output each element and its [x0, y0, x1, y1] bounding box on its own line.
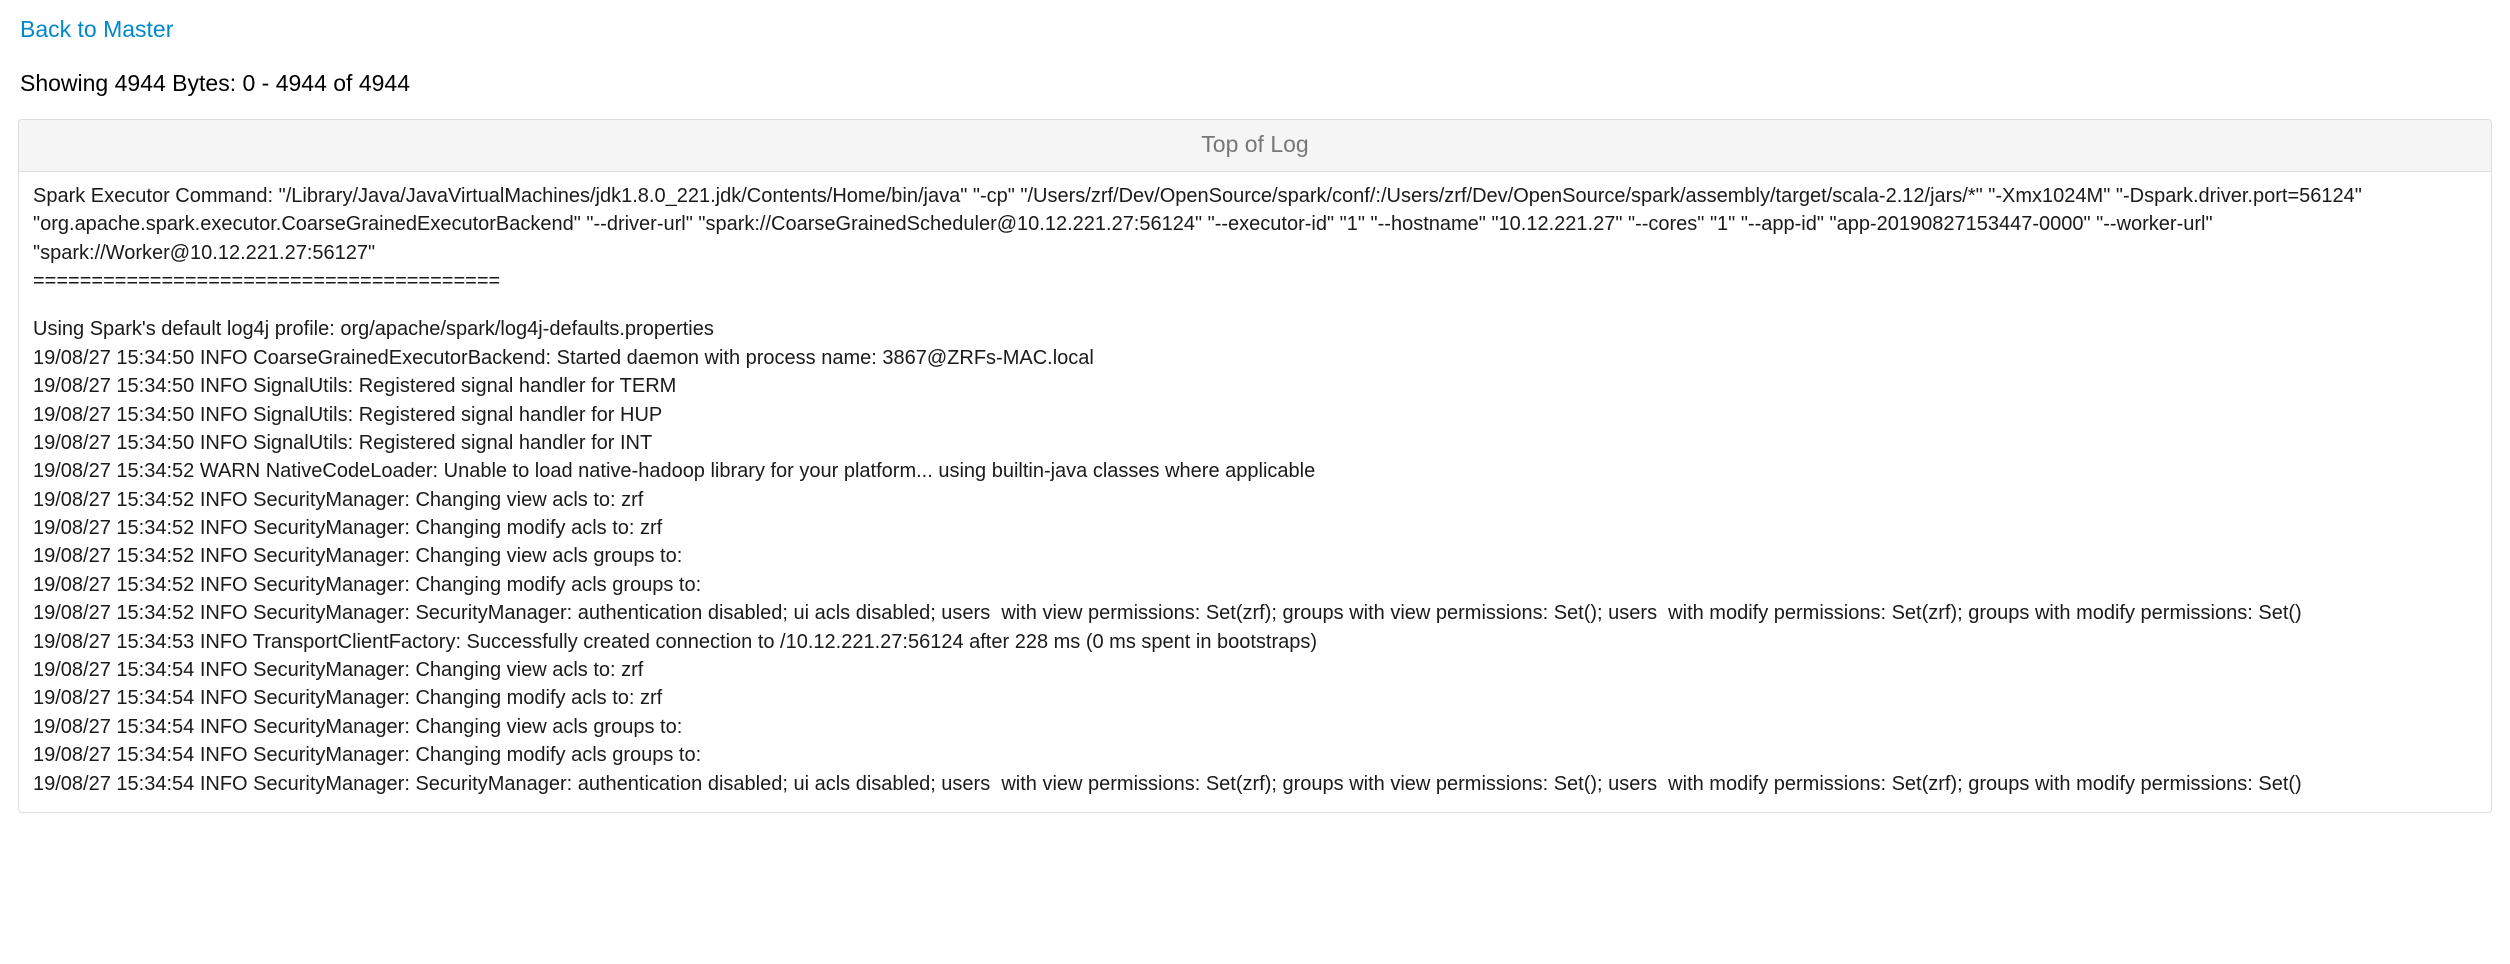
log-line: 19/08/27 15:34:53 INFO TransportClientFactory: Successfully created connection to /10.12.221.27:56124 after 228 ms (0 ms spent in bootstraps) [33, 630, 1318, 653]
log-line: 19/08/27 15:34:52 INFO SecurityManager: Changing modify acls groups to: [33, 573, 702, 596]
log-line: 19/08/27 15:34:52 INFO SecurityManager: SecurityManager: authentication disabled; ui acls disabled; users with view permissions: Set(zrf); groups with view permissions: Set(); users with modify permissions: Set(zrf); groups with modify permissions: Set() [33, 602, 2302, 625]
log-line: 19/08/27 15:34:52 INFO SecurityManager: Changing view acls to: zrf [33, 488, 644, 511]
back-to-master-link[interactable]: Back to Master [20, 16, 174, 42]
log-line: 19/08/27 15:34:52 WARN NativeCodeLoader: Unable to load native-hadoop library for your platform... using builtin-java classes where applicable [33, 460, 1316, 483]
log-line: Using Spark's default log4j profile: org/apache/spark/log4j-defaults.properties [33, 318, 714, 341]
log-line: 19/08/27 15:34:52 INFO SecurityManager: Changing modify acls to: zrf [33, 517, 663, 540]
log-line: 19/08/27 15:34:54 INFO SecurityManager: SecurityManager: authentication disabled; ui acls disabled; users with view permissions: Set(zrf); groups with view permissions: Set(); users with modify permissions: Set(zrf); groups with modify permissions: Set() [33, 772, 2302, 795]
log-line: 19/08/27 15:34:52 INFO SecurityManager: Changing view acls groups to: [33, 545, 683, 568]
log-line: 19/08/27 15:34:54 INFO SecurityManager: Changing view acls groups to: [33, 715, 683, 738]
log-content [19, 172, 2491, 812]
log-line: 19/08/27 15:34:50 INFO CoarseGrainedExecutorBackend: Started daemon with process name: 3867@ZRFs-MAC.local [33, 346, 1094, 369]
log-line: 19/08/27 15:34:50 INFO SignalUtils: Registered signal handler for TERM [33, 375, 677, 398]
log-line: 19/08/27 15:34:54 INFO SecurityManager: Changing modify acls to: zrf [33, 687, 663, 710]
log-panel [18, 119, 2492, 813]
log-line: 19/08/27 15:34:54 INFO SecurityManager: Changing modify acls groups to: [33, 744, 702, 767]
log-line [33, 295, 2477, 315]
log-line: ======================================== [33, 269, 501, 292]
log-panel-header: Top of Log [19, 120, 2491, 172]
bytes-showing-status: Showing 4944 Bytes: 0 - 4944 of 4944 [20, 69, 411, 96]
log-line: 19/08/27 15:34:50 INFO SignalUtils: Registered signal handler for INT [33, 431, 653, 454]
log-line: 19/08/27 15:34:54 INFO SecurityManager: Changing view acls to: zrf [33, 659, 644, 682]
log-line: 19/08/27 15:34:50 INFO SignalUtils: Registered signal handler for HUP [33, 403, 663, 426]
log-line: Spark Executor Command: "/Library/Java/JavaVirtualMachines/jdk1.8.0_221.jdk/Contents/Home/bin/java" "-cp" "/Users/zrf/Dev/OpenSource/spark/conf/:/Users/zrf/Dev/OpenSource/spark/assembly/target/scala-2.12/jars/*" "-Xmx1024M" "-Dspark.driver.port=56124" "org.apache.spark.executor.CoarseGrainedExecutorBackend" "--driver-url" "spark://CoarseGrainedScheduler@10.12.221.27:56124" "--executor-id" "1" "--hostname" "10.12.221.27" "--cores" "1" "--app-id" "app-20190827153447-0000" "--worker-url" "spark://Worker@10.12.221.27:56127" [33, 184, 2368, 264]
